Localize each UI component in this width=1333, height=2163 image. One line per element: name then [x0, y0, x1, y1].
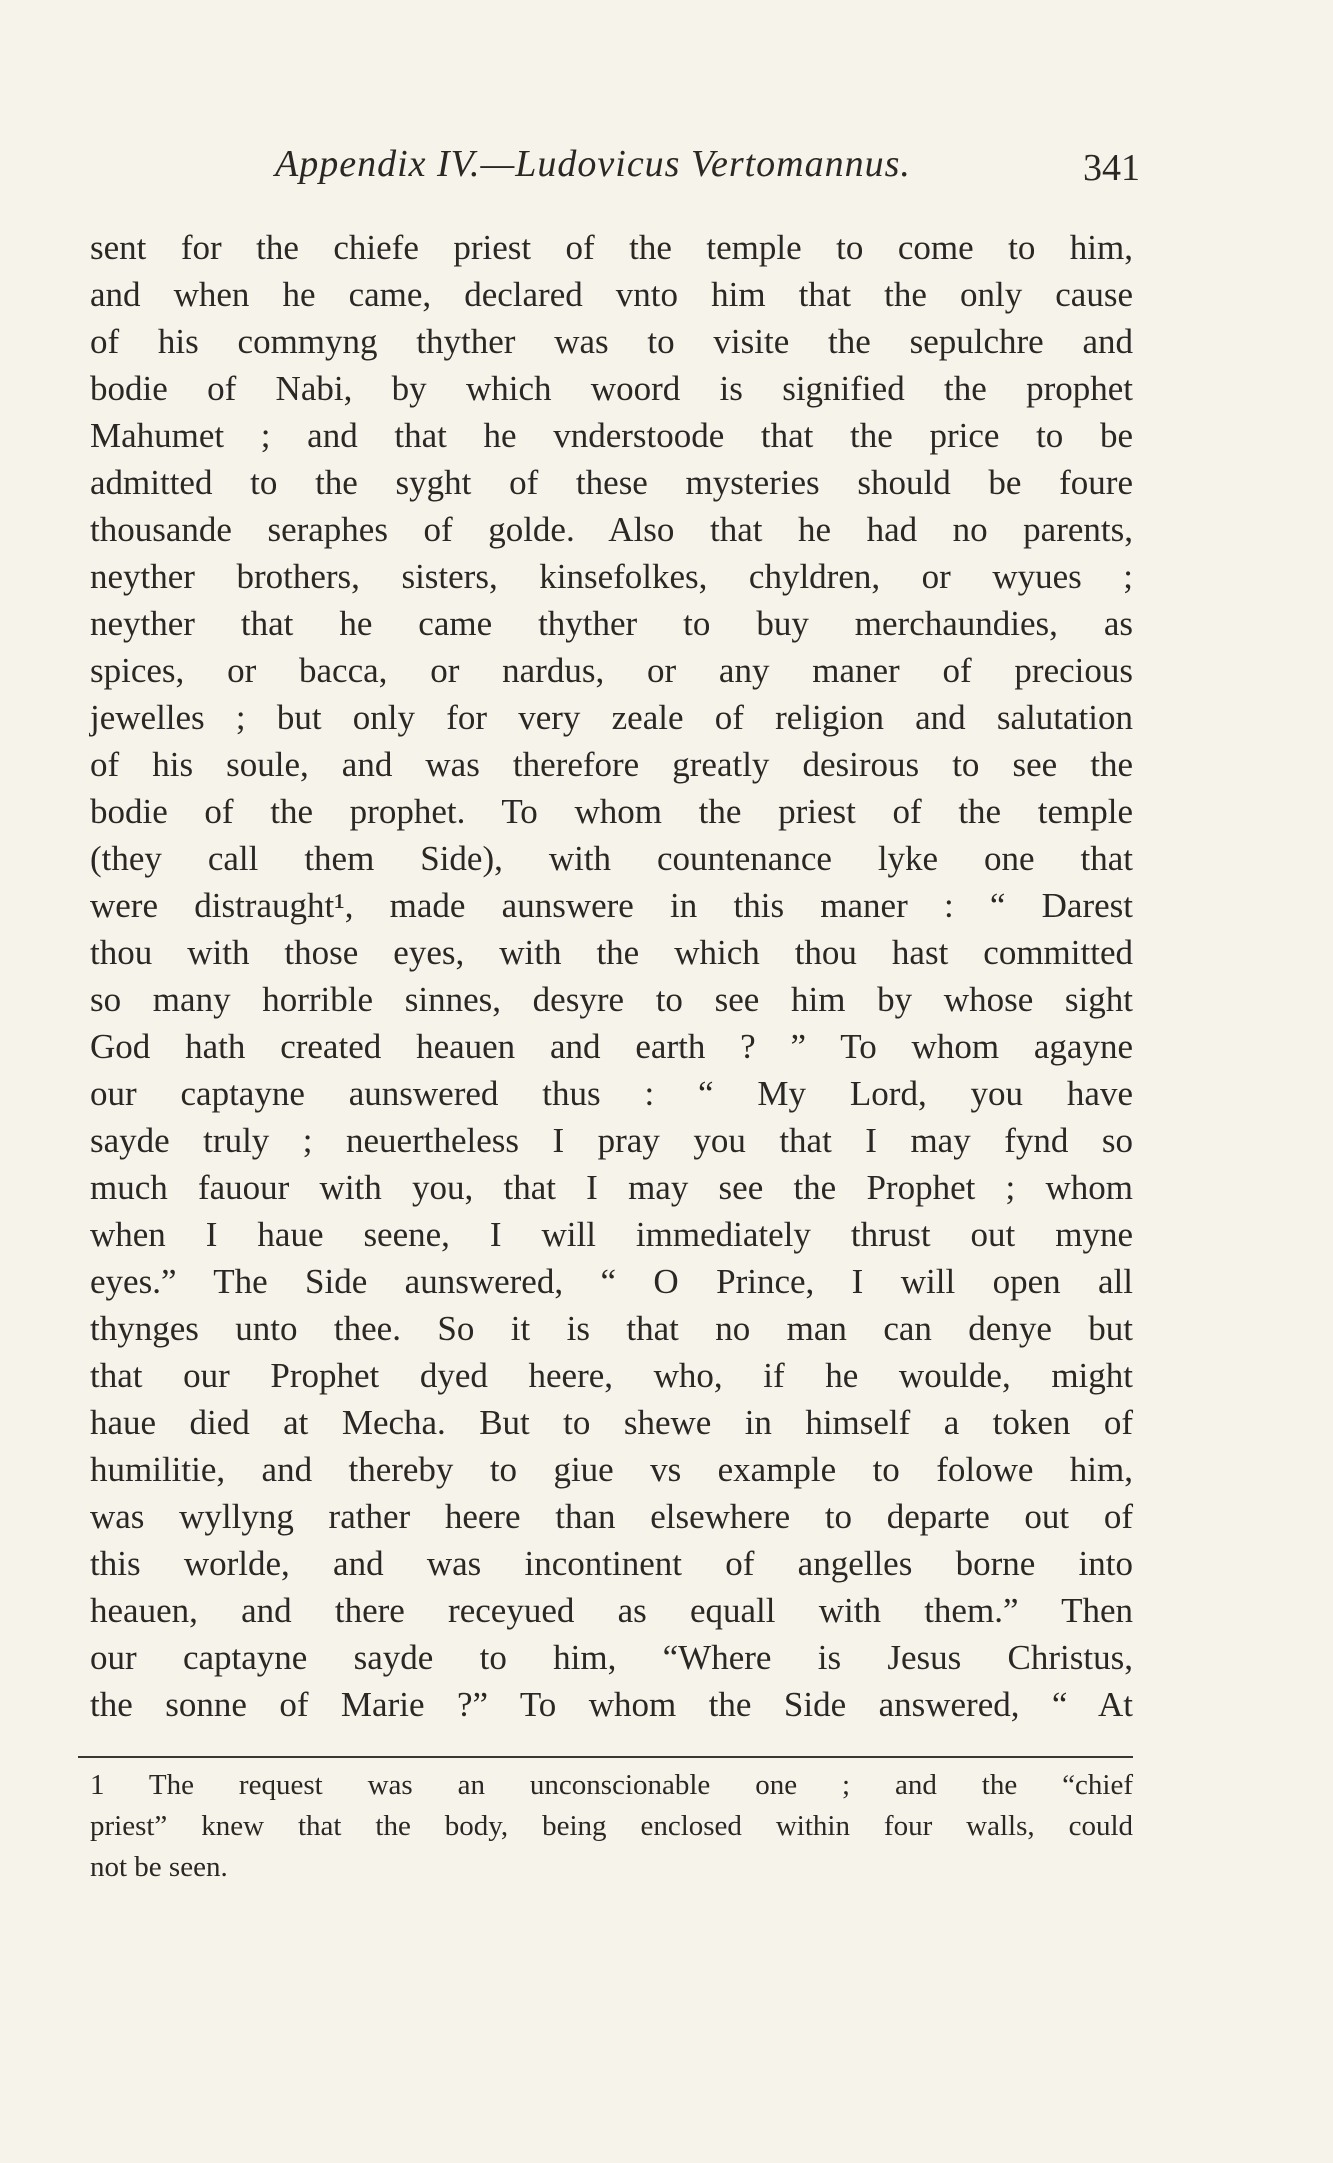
text-line: heauen, and there receyued as equall with them.” Then — [90, 1591, 1133, 1630]
text-line: our captayne sayde to him, “Where is Jesus Christus, — [90, 1638, 1133, 1677]
text-line: of his commyng thyther was to visite the sepulchre and — [90, 322, 1133, 361]
text-line: sayde truly ; neuertheless I pray you that I may fynd so — [90, 1121, 1133, 1160]
text-line: God hath created heauen and earth ? ” To whom agayne — [90, 1027, 1133, 1066]
text-line: that our Prophet dyed heere, who, if he woulde, might — [90, 1356, 1133, 1395]
text-line: this worlde, and was incontinent of angelles borne into — [90, 1544, 1133, 1583]
body-text — [90, 224, 1133, 1728]
footnote-line: 1 The request was an unconscionable one ; and the “chief — [90, 1769, 1133, 1801]
text-line: bodie of the prophet. To whom the priest of the temple — [90, 792, 1133, 831]
text-line: our captayne aunswered thus : “ My Lord, you have — [90, 1074, 1133, 1113]
text-line: bodie of Nabi, by which woord is signified the prophet — [90, 369, 1133, 408]
running-title: Appendix IV.—Ludovicus Vertomannus. — [275, 143, 911, 185]
text-line: when I haue seene, I will immediately thrust out myne — [90, 1215, 1133, 1254]
footnote-line: priest” knew that the body, being enclosed within four walls, could — [90, 1810, 1133, 1842]
text-line: admitted to the syght of these mysteries should be foure — [90, 463, 1133, 502]
footnote-line: not be seen. — [90, 1851, 228, 1883]
text-line: the sonne of Marie ?” To whom the Side answered, “ At — [90, 1685, 1133, 1724]
text-line: Mahumet ; and that he vnderstoode that the price to be — [90, 416, 1133, 455]
text-line: (they call them Side), with countenance lyke one that — [90, 839, 1133, 878]
text-line: eyes.” The Side aunswered, “ O Prince, I will open all — [90, 1262, 1133, 1301]
text-line: humilitie, and thereby to giue vs example to folowe him, — [90, 1450, 1133, 1489]
text-line: thou with those eyes, with the which thou hast committed — [90, 933, 1133, 972]
text-line: was wyllyng rather heere than elsewhere to departe out of — [90, 1497, 1133, 1536]
text-line: thousande seraphes of golde. Also that he had no parents, — [90, 510, 1133, 549]
text-line: of his soule, and was therefore greatly desirous to see the — [90, 745, 1133, 784]
text-line: thynges unto thee. So it is that no man can denye but — [90, 1309, 1133, 1348]
text-line: jewelles ; but only for very zeale of religion and salutation — [90, 698, 1133, 737]
running-head — [90, 142, 1140, 192]
text-line: spices, or bacca, or nardus, or any maner of precious — [90, 651, 1133, 690]
text-line: and when he came, declared vnto him that the only cause — [90, 275, 1133, 314]
text-line: were distraught¹, made aunswere in this maner : “ Darest — [90, 886, 1133, 925]
footnote-divider — [78, 1756, 1133, 1758]
footnote — [90, 1765, 1133, 1888]
text-line: haue died at Mecha. But to shewe in himself a token of — [90, 1403, 1133, 1442]
text-line: neyther brothers, sisters, kinsefolkes, chyldren, or wyues ; — [90, 557, 1133, 596]
text-line: much fauour with you, that I may see the Prophet ; whom — [90, 1168, 1133, 1207]
text-line: so many horrible sinnes, desyre to see him by whose sight — [90, 980, 1133, 1019]
text-line: neyther that he came thyther to buy merchaundies, as — [90, 604, 1133, 643]
text-line: sent for the chiefe priest of the temple to come to him, — [90, 228, 1133, 267]
page-number: 341 — [1083, 147, 1140, 189]
